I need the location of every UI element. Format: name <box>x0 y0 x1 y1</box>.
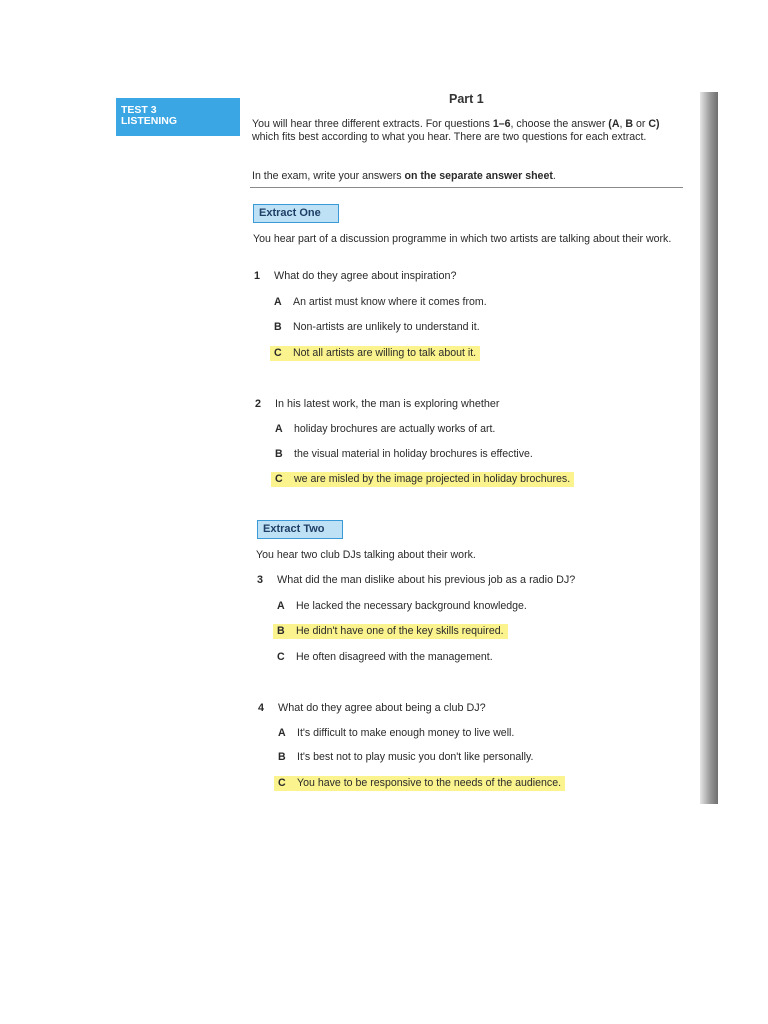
option-1c <box>274 347 480 359</box>
question-number: 1 <box>254 270 261 282</box>
option-text: Non-artists are unlikely to understand it. <box>293 321 480 333</box>
option-text: An artist must know where it comes from. <box>293 296 487 308</box>
instructions-text-3: which fits best according to what you hear. There are two questions for each extract. <box>252 131 647 144</box>
option-letter: C <box>275 473 283 485</box>
exam-note-text-2: . <box>552 170 556 182</box>
option-4b <box>278 751 533 763</box>
section-tag <box>116 98 240 136</box>
option-text: the visual material in holiday brochures is effective. <box>294 448 533 460</box>
option-letter: C <box>278 777 286 789</box>
option-letter: C <box>274 347 282 359</box>
instructions-letter-a: (A <box>608 118 620 130</box>
extract-two-label: Extract Two <box>257 520 343 539</box>
question-4 <box>258 702 486 714</box>
question-1 <box>254 270 456 282</box>
option-3a <box>277 600 527 612</box>
option-letter: A <box>274 296 282 308</box>
question-text: In his latest work, the man is exploring whether <box>275 398 500 410</box>
option-letter: B <box>275 448 283 460</box>
option-text: He didn't have one of the key skills required. <box>296 625 504 637</box>
highlighted-answer <box>271 472 574 487</box>
highlighted-answer <box>273 624 508 639</box>
option-1a <box>274 296 487 308</box>
option-3b <box>277 625 508 637</box>
highlighted-answer <box>274 776 565 791</box>
option-text: It's best not to play music you don't like personally. <box>297 751 534 763</box>
option-4c <box>278 777 565 789</box>
part-title: Part 1 <box>449 92 484 106</box>
instructions-question-range: 1–6 <box>492 118 511 130</box>
option-2c <box>275 473 574 485</box>
option-letter: C <box>277 651 285 663</box>
header-divider <box>250 187 683 188</box>
question-text: What did the man dislike about his previous job as a radio DJ? <box>277 574 576 586</box>
option-4a <box>278 727 514 739</box>
question-2 <box>255 398 499 410</box>
option-letter: A <box>278 727 286 739</box>
option-letter: B <box>277 625 285 637</box>
extract-one-label: Extract One <box>253 204 339 223</box>
instructions-letter-b: B <box>625 118 634 130</box>
extract-one-context: You hear part of a discussion programme in which two artists are talking about their work. <box>253 233 672 245</box>
instructions-text-2: , choose the answer <box>510 118 609 130</box>
option-text: He often disagreed with the management. <box>296 651 493 663</box>
option-text: holiday brochures are actually works of art. <box>294 423 496 435</box>
instructions-text-1: You will hear three different extracts. For questions <box>252 118 493 130</box>
highlighted-answer <box>270 346 480 361</box>
exam-note-text-1: In the exam, write your answers <box>252 170 405 182</box>
question-number: 2 <box>255 398 262 410</box>
question-text: What do they agree about inspiration? <box>274 270 457 282</box>
option-text: He lacked the necessary background knowledge. <box>296 600 527 612</box>
instructions-comma: , <box>619 118 626 130</box>
instructions <box>252 118 677 144</box>
instructions-or: or <box>633 118 649 130</box>
question-number: 4 <box>258 702 265 714</box>
option-2a <box>275 423 495 435</box>
option-1b <box>274 321 480 333</box>
exam-note <box>252 170 682 182</box>
option-letter: B <box>278 751 286 763</box>
exam-note-bold: on the separate answer sheet <box>404 170 553 182</box>
section-tag-skill: LISTENING <box>121 115 178 127</box>
question-text: What do they agree about being a club DJ? <box>278 702 486 714</box>
extract-two-context: You hear two club DJs talking about their work. <box>256 549 476 561</box>
section-tag-test: TEST 3 <box>121 104 157 116</box>
option-3c <box>277 651 493 663</box>
option-text: It's difficult to make enough money to live well. <box>297 727 515 739</box>
scanned-page-edge-shadow <box>700 92 718 804</box>
option-letter: A <box>275 423 283 435</box>
option-letter: A <box>277 600 285 612</box>
option-text: Not all artists are willing to talk about it. <box>293 347 477 359</box>
instructions-letter-c: C) <box>648 118 660 130</box>
question-3 <box>257 574 575 586</box>
option-2b <box>275 448 533 460</box>
question-number: 3 <box>257 574 264 586</box>
option-text: we are misled by the image projected in holiday brochures. <box>294 473 571 485</box>
option-letter: B <box>274 321 282 333</box>
option-text: You have to be responsive to the needs of the audience. <box>297 777 562 789</box>
